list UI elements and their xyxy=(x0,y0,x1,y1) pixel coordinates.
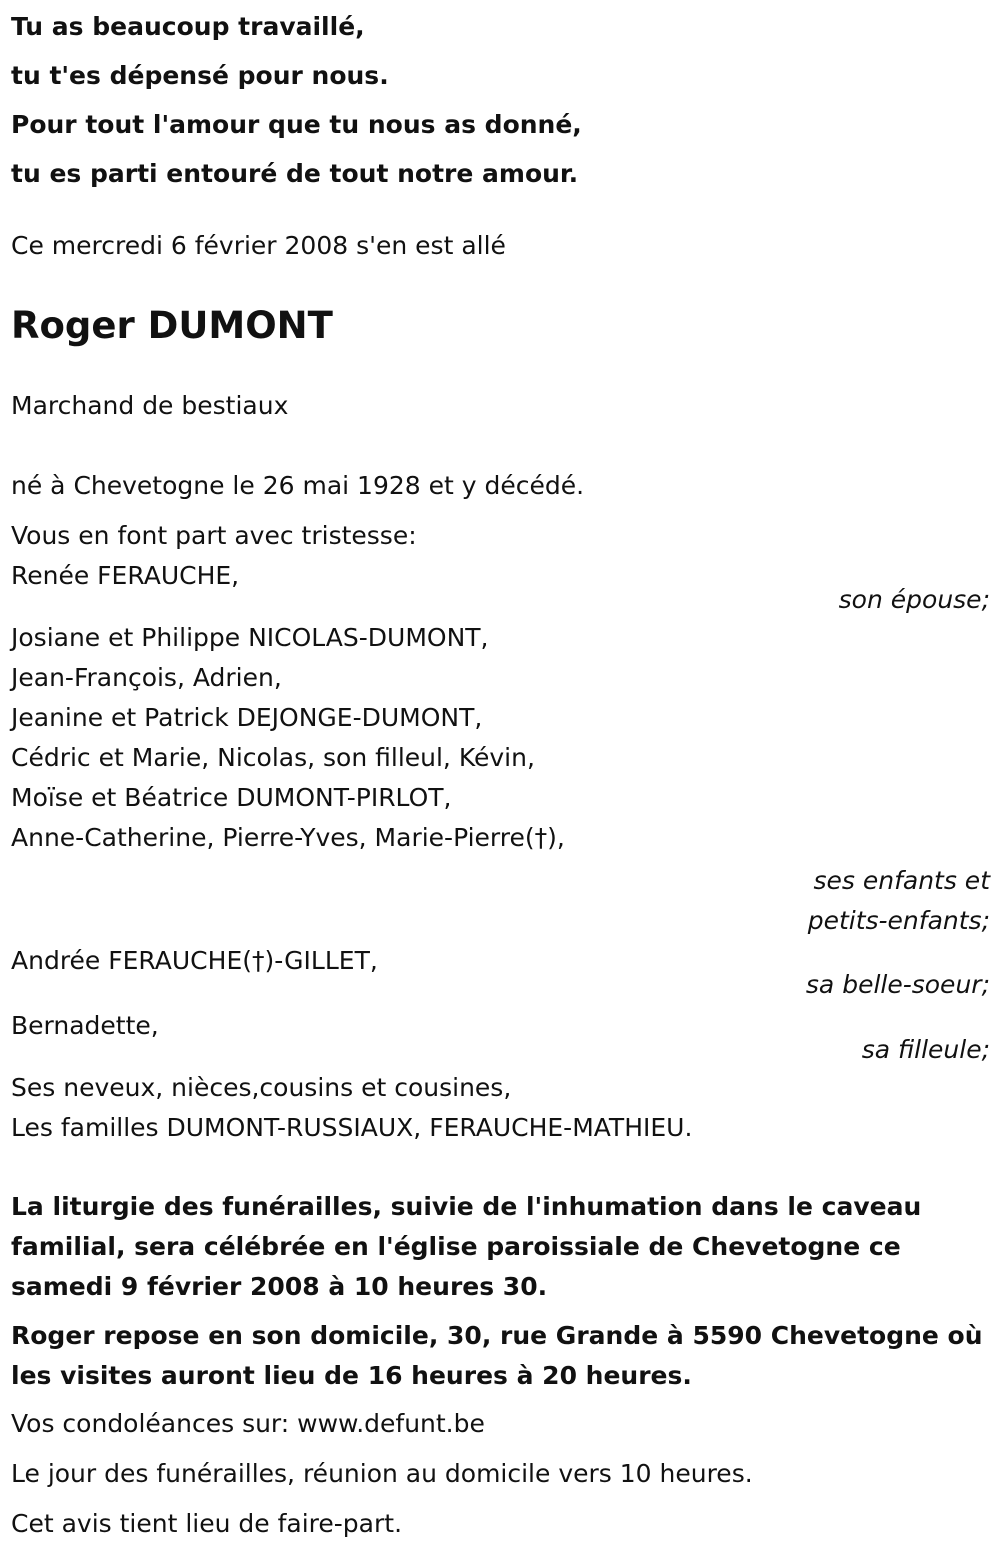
deceased-name: Roger DUMONT xyxy=(11,304,333,347)
profession: Marchand de bestiaux xyxy=(11,391,289,420)
notice-text: Cet avis tient lieu de faire-part. xyxy=(11,1509,403,1538)
poem-line: Pour tout l'amour que tu nous as donné, xyxy=(11,110,582,139)
funeral-details: La liturgie des funérailles, suivie de l'inhumation dans le caveau familial, sera célébrée en l'église paroissiale de Chevetogne ce samedi 9 février 2008 à 10 heures 30. xyxy=(11,1192,922,1301)
relation-label: son épouse; xyxy=(838,585,990,614)
vigil-details: Roger repose en son domicile, 30, rue Grande à 5590 Chevetogne où les visites auront lieu de 16 heures à 20 heures. xyxy=(11,1321,983,1390)
family-member: Jean-François, Adrien, xyxy=(11,663,282,692)
family-others xyxy=(11,1068,990,1148)
family-member: Ses neveux, nièces,cousins et cousines, xyxy=(11,1073,512,1102)
relation-label: sa filleule; xyxy=(861,1035,990,1064)
family-member: Andrée FERAUCHE(†)-GILLET, xyxy=(11,946,378,975)
birth-text: né à Chevetogne le 26 mai 1928 et y décédé. xyxy=(11,471,585,500)
family-children xyxy=(11,618,990,941)
intro-text: Ce mercredi 6 février 2008 s'en est allé xyxy=(11,231,506,260)
family-member: Josiane et Philippe NICOLAS-DUMONT, xyxy=(11,623,489,652)
family-sister-in-law xyxy=(11,941,990,1005)
relation-label: sa belle-soeur; xyxy=(805,970,990,999)
poem-line: tu t'es dépensé pour nous. xyxy=(11,61,389,90)
poem-line: Tu as beaucoup travaillé, xyxy=(11,12,365,41)
family-member: Anne-Catherine, Pierre-Yves, Marie-Pierre(†), xyxy=(11,823,565,852)
family-member: Renée FERAUCHE, xyxy=(11,561,240,590)
family-member: Cédric et Marie, Nicolas, son filleul, Kévin, xyxy=(11,743,535,772)
meeting-text: Le jour des funérailles, réunion au domicile vers 10 heures. xyxy=(11,1459,753,1488)
poem-line: tu es parti entouré de tout notre amour. xyxy=(11,159,579,188)
family-member: Moïse et Béatrice DUMONT-PIRLOT, xyxy=(11,783,452,812)
relation-label: ses enfants et xyxy=(813,866,990,895)
family-spouse xyxy=(11,556,990,620)
family-member: Bernadette, xyxy=(11,1011,159,1040)
relation-label: petits-enfants; xyxy=(807,906,990,935)
family-member: Les familles DUMONT-RUSSIAUX, FERAUCHE-MATHIEU. xyxy=(11,1113,693,1142)
condolences-text: Vos condoléances sur: www.defunt.be xyxy=(11,1409,485,1438)
family-goddaughter xyxy=(11,1006,990,1070)
poem xyxy=(11,0,990,198)
family-member: Jeanine et Patrick DEJONGE-DUMONT, xyxy=(11,703,483,732)
obituary-notice xyxy=(11,0,990,1544)
announce-text: Vous en font part avec tristesse: xyxy=(11,521,417,550)
